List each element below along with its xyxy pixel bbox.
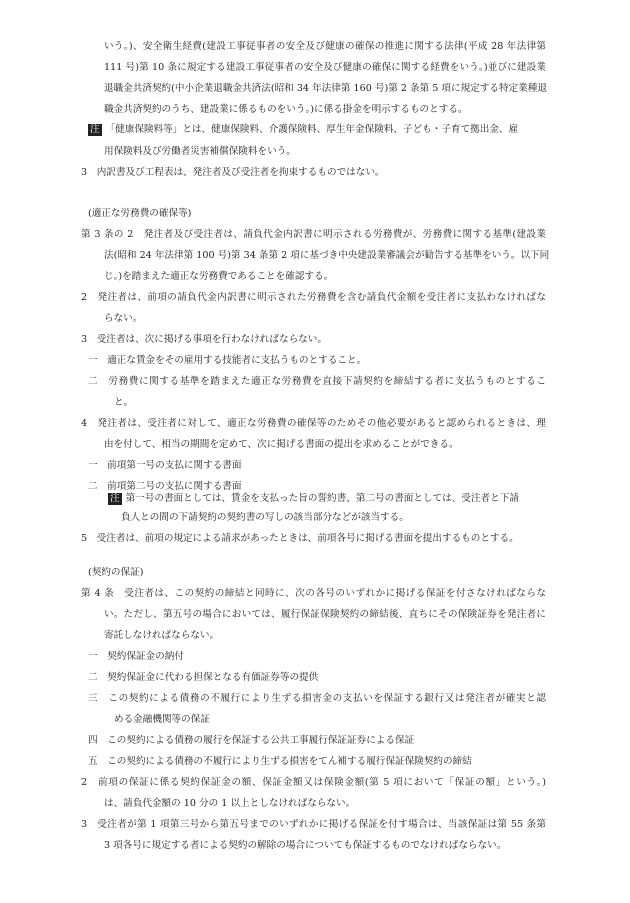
text-line: 職金共済契約のうち、建設業に係るものをいう。)に係る掛金を明示するものとする。	[104, 104, 468, 115]
section-heading: (適正な労務費の確保等)	[88, 208, 192, 219]
text-line: 一 前項第一号の支払に関する書面	[88, 460, 242, 471]
text-line: 用保険料及び労働者災害補償保険料をいう。	[104, 146, 296, 157]
note-tag: 注	[90, 124, 100, 135]
text-line: 3 内訳書及び工程表は、発注者及び受注者を拘束するものではない。	[81, 167, 385, 178]
text-line: と。	[114, 397, 134, 408]
note-tag: 注	[110, 493, 120, 504]
note-text: 第一号の書面としては、賃金を支払った旨の誓約書、第二号の書面としては、受注者と下請	[125, 493, 519, 504]
text-line: 二 前項第二号の支払に関する書面	[88, 481, 242, 492]
text-line: 2 前項の保証に係る契約保証金の額、保証金額又は保険金額(第 5 項において「保証の額」という。)	[81, 777, 546, 788]
text-line: 3 項各号に規定する者による契約の解除の場合についても保証するものでなければならない。	[104, 840, 507, 851]
text-line: じ。)を踏まえた適正な労務費であることを確認する。	[104, 271, 334, 282]
text-line: 二 契約保証金に代わる担保となる有価証券等の提供	[88, 672, 319, 683]
text-line: らない。	[104, 313, 143, 324]
text-line: 四 この契約による債務の履行を保証する公共工事履行保証証券による保証	[88, 735, 415, 746]
text-line: い。ただし、第五号の場合においては、履行保証保険契約の締結後、直ちにその保険証券を発注者に	[104, 609, 546, 620]
note-line	[88, 124, 546, 136]
text-line: める金融機関等の保証	[114, 714, 210, 725]
section-heading: (契約の保証)	[88, 567, 144, 578]
text-line: 五 この契約による債務の不履行により生ずる損害をてん補する履行保証保険契約の締結	[88, 756, 472, 767]
text-line: 負人との間の下請契約の契約書の写しの該当部分などが該当する。	[121, 512, 409, 523]
text-line: 退職金共済契約(中小企業退職金共済法(昭和 34 年法律第 160 号)第 2 条第 5 項に規定する特定業種退	[104, 83, 547, 94]
text-line: 第 3 条の 2 発注者及び受注者は、請負代金内訳書に明示される労務費が、労務費に関する基準(建設業	[81, 229, 546, 240]
text-line: 三 この契約による債務の不履行により生ずる損害金の支払いを保証する銀行又は発注者が確実と認	[88, 693, 546, 704]
text-line: 第 4 条 受注者は、この契約の締結と同時に、次の各号のいずれかに掲げる保証を付さなければならな	[81, 588, 546, 599]
text-line: 4 発注者は、受注者に対して、適正な労務費の確保等のためその他必要があると認められるときは、理	[81, 418, 546, 429]
text-line: 二 労務費に関する基準を踏まえた適正な労務費を直接下請契約を締結する者に支払うものとするこ	[88, 376, 546, 387]
text-line: 5 受注者は、前項の規定による請求があったときは、前項各号に掲げる書面を提出するものとする。	[81, 533, 519, 544]
text-line: 2 発注者は、前項の請負代金内訳書に明示された労務費を含む請負代金額を受注者に支払わなければな	[81, 292, 546, 303]
text-line: 一 適正な賃金をその雇用する技能者に支払うものとすること。	[88, 355, 367, 366]
note-text: 「健康保険料等」とは、健康保険料、介護保険料、厚生年金保険料、子ども・子育て拠出金、雇	[105, 124, 519, 135]
text-line: は、請負代金額の 10 分の 1 以上としなければならない。	[104, 798, 356, 809]
text-line: 由を付して、相当の期間を定めて、次に掲げる書面の提出を求めることができる。	[104, 439, 459, 450]
text-line: 111 号)第 10 条に規定する建設工事従事者の安全及び健康の確保に関する経費をいう。)並びに建設業	[104, 62, 546, 73]
text-line: 一 契約保証金の納付	[88, 651, 184, 662]
text-line: 法(昭和 24 年法律第 100 号)第 34 条第 2 項に基づき中央建設業審議会が勧告する基準をいう。以下同	[104, 250, 550, 261]
text-line: いう。)、安全衛生経費(建設工事従事者の安全及び健康の確保の推進に関する法律(平成 28 年法律第	[104, 41, 546, 52]
note-line	[108, 493, 546, 505]
text-line: 3 受注者が第 1 項第三号から第五号までのいずれかに掲げる保証を付す場合は、当該保証は第 55 条第	[81, 819, 546, 830]
text-line: 3 受注者は、次に掲げる事項を行わなければならない。	[81, 334, 327, 345]
text-line: 寄託しなければならない。	[104, 630, 220, 641]
